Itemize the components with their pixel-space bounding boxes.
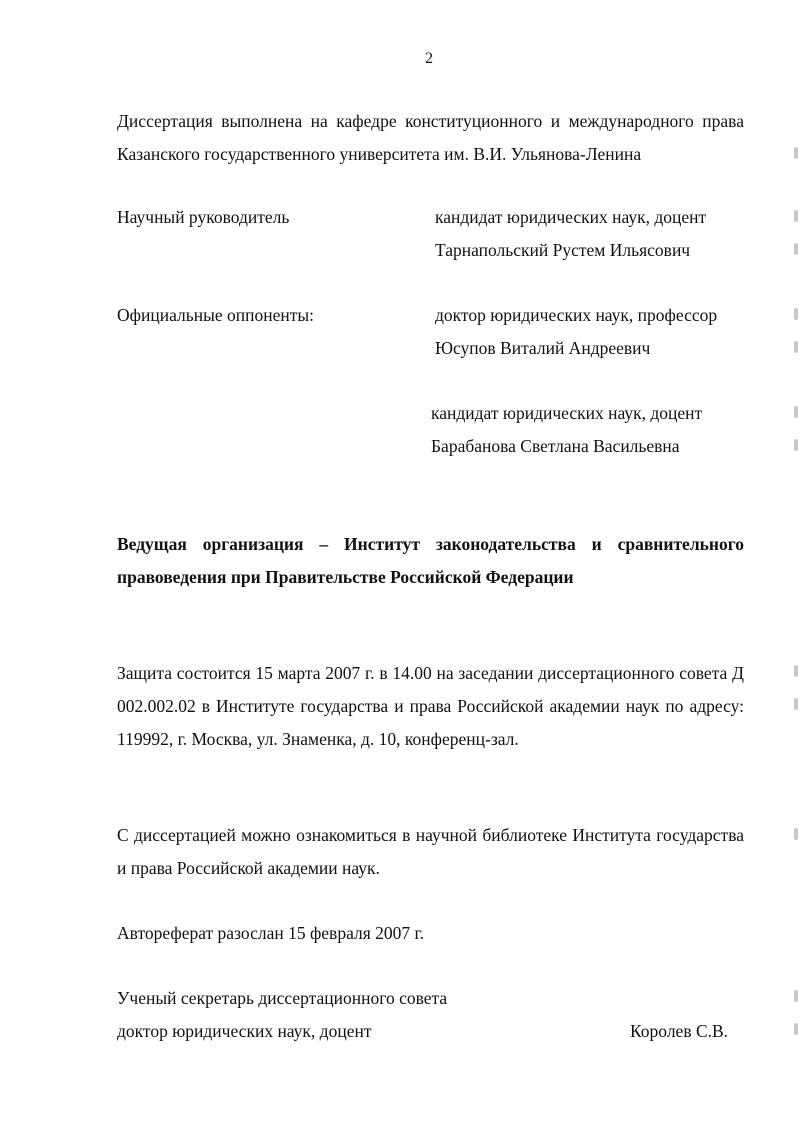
opponent-1-name: Юсупов Виталий Андреевич bbox=[435, 338, 651, 358]
sent-date: Автореферат разослан 15 февраля 2007 г. bbox=[117, 923, 425, 943]
supervisor-name: Тарнапольский Рустем Ильясович bbox=[435, 240, 691, 260]
opponent-1-degree: доктор юридических наук, профессор bbox=[435, 305, 718, 325]
opponent-2-degree: кандидат юридических наук, доцент bbox=[431, 403, 703, 423]
secretary-name: Королев С.В. bbox=[630, 1021, 729, 1041]
leading-organization: Ведущая организация – Институт законодательства и сравнительного правоведения при Правительстве Российской Федерации bbox=[117, 534, 744, 587]
secretary-title: Ученый секретарь диссертационного совета bbox=[117, 988, 448, 1008]
opponent-2-name: Барабанова Светлана Васильевна bbox=[431, 436, 680, 456]
supervisor-label: Научный руководитель bbox=[117, 207, 290, 227]
library-paragraph: С диссертацией можно ознакомиться в научной библиотеке Института государства и права Российской академии наук. bbox=[117, 825, 744, 878]
intro-paragraph: Диссертация выполнена на кафедре конституционного и международного права Казанского государственного университета им. В.И. Ульянова-Ленина bbox=[117, 111, 744, 164]
supervisor-degree: кандидат юридических наук, доцент bbox=[435, 207, 707, 227]
opponents-label: Официальные оппоненты: bbox=[117, 305, 314, 325]
secretary-degree: доктор юридических наук, доцент bbox=[117, 1021, 372, 1041]
defense-paragraph: Защита состоится 15 марта 2007 г. в 14.00 на заседании диссертационного совета Д 002.002.02 в Институте государства и права Российской академии наук по адресу: 119992, г. Москва, ул. Знаменка, д. 10, конференц-зал. bbox=[117, 663, 744, 749]
page-number: 2 bbox=[425, 50, 433, 67]
